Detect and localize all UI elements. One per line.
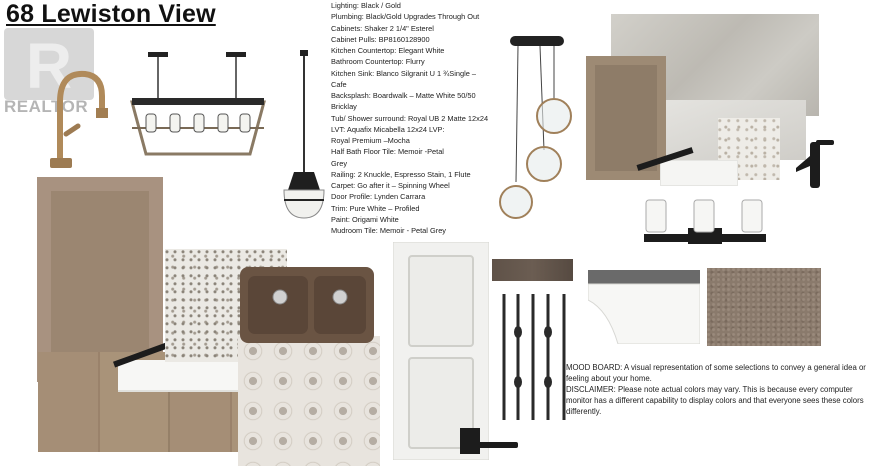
spec-line: Bathroom Countertop: Flurry	[331, 57, 425, 67]
spec-line: Cabinets: Shaker 2 1/4" Esterel	[331, 23, 434, 33]
trim-profile-image	[588, 270, 700, 344]
realtor-watermark-text: REALTOR	[4, 97, 89, 116]
white-quartz-swatch	[660, 160, 738, 186]
globe-pendant-cluster-image	[498, 32, 576, 228]
mood-board-text: MOOD BOARD: A visual representation of some selections to convey a general idea or feeling about your home.	[566, 363, 866, 383]
cafe-kitchen-sink-image	[240, 267, 374, 343]
svg-text:R: R	[25, 30, 73, 102]
spec-line: Trim: Pure White – Profiled	[331, 203, 420, 213]
spec-line: Bricklay	[331, 102, 357, 112]
page-title: 68 Lewiston View	[6, 0, 216, 28]
carpet-swatch	[707, 268, 821, 346]
spec-line: Half Bath Floor Tile: Memoir -Petal	[331, 147, 444, 157]
spec-line: Tub/ Shower surround: Royal UB 2 Matte 12x24	[331, 113, 489, 123]
black-bath-faucet-image	[792, 138, 840, 190]
mood-board-notes	[566, 362, 866, 417]
spec-line: Kitchen Sink: Blanco Silgranit U 1 ¾Single –	[331, 68, 477, 78]
door-lever-image	[460, 428, 520, 454]
black-pendant-image	[280, 50, 328, 222]
spec-line: Kitchen Countertop: Elegant White	[331, 46, 445, 55]
spec-line: Mudroom Tile: Memoir - Petal Grey	[331, 226, 446, 235]
spec-line: Cafe	[331, 79, 347, 89]
disclaimer-text: DISCLAIMER: Please note actual colors may vary. This is because every computer monitor has a different capability to display colors and that everyone sees these colors differently.	[566, 385, 864, 416]
spec-line: Railing: 2 Knuckle, Espresso Stain, 1 Flute	[331, 169, 471, 179]
spec-line: Paint: Origami White	[331, 214, 399, 224]
selections-list	[331, 0, 501, 236]
half-bath-floor-tile-swatch	[238, 336, 380, 466]
spec-line: Cabinet Pulls: BP8160128900	[331, 34, 430, 44]
linear-chandelier-image	[118, 52, 278, 160]
spec-line: LVT: Aquafix Micabella 12x24 LVP:	[331, 124, 445, 134]
gold-faucet-image	[30, 62, 110, 170]
vanity-light-image	[640, 198, 770, 248]
railing-spindles-image	[498, 292, 572, 422]
spec-line: Carpet: Go after it – Spinning Wheel	[331, 181, 450, 190]
spec-line: Lighting: Black / Gold	[331, 1, 401, 10]
kitchen-countertop-swatch	[118, 360, 253, 392]
spec-line: Royal Premium –Mocha	[331, 136, 410, 145]
spec-line: Backsplash: Boardwalk – Matte White 50/50	[331, 91, 476, 100]
spec-line: Plumbing: Black/Gold Upgrades Through Out	[331, 12, 480, 22]
spec-line: Door Profile: Lynden Carrara	[331, 192, 426, 202]
railing-stain-swatch	[492, 259, 573, 281]
spec-line: Grey	[331, 158, 348, 168]
